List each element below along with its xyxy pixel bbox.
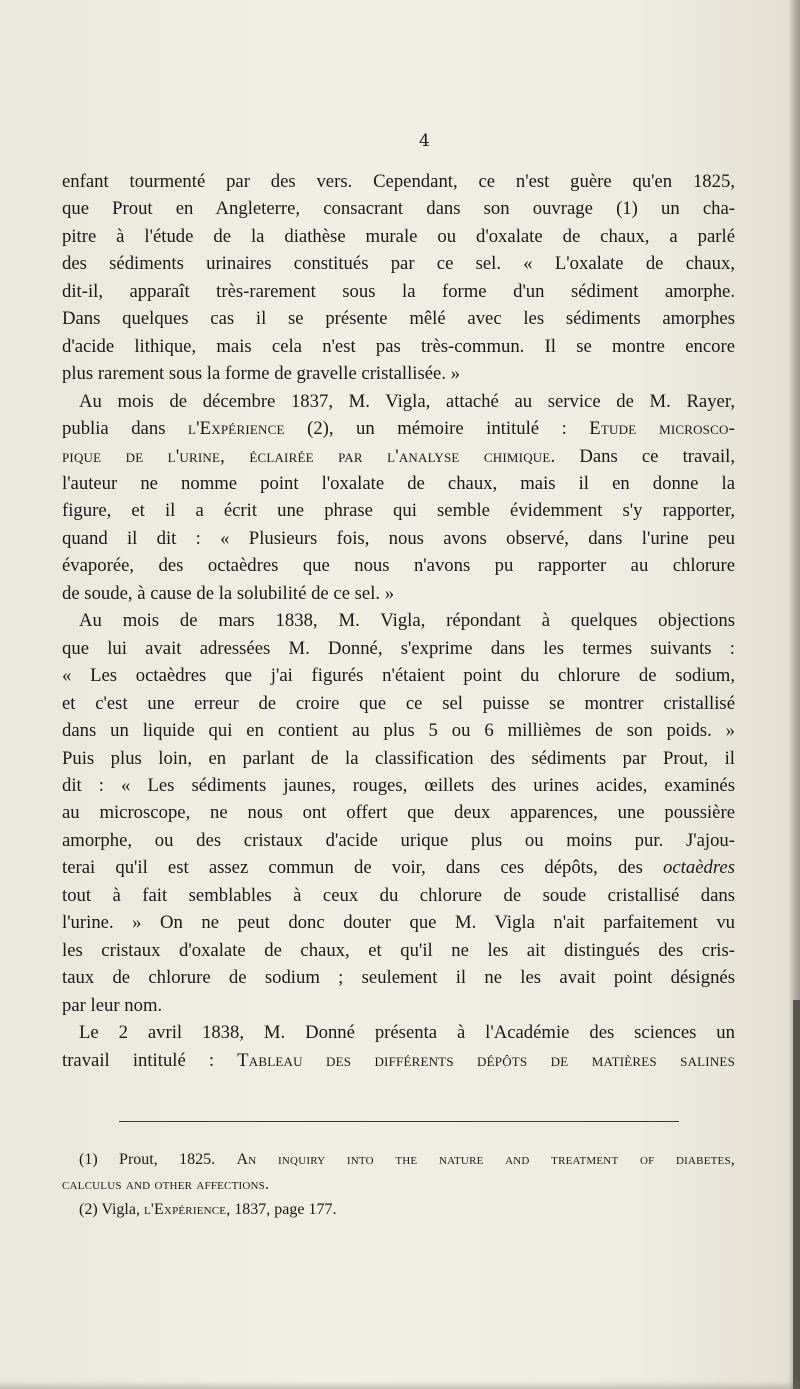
text-line	[62, 443, 735, 470]
text-line: Le 2 avril 1838, M. Donné présenta à l'Académie des sciences un	[79, 1022, 735, 1044]
paragraph-4	[62, 1019, 735, 1074]
text-line: les cristaux d'oxalate de chaux, et qu'il ne les ait distingués des cris-	[62, 939, 735, 961]
body-text	[62, 168, 735, 1074]
page-number: 4	[419, 131, 430, 151]
text-line: taux de chlorure de sodium ; seulement il ne les avait point désignés	[62, 967, 735, 989]
text-line: des sédiments urinaires constitués par ce sel. « L'oxalate de chaux,	[62, 253, 735, 275]
text-run: publia dans	[62, 418, 188, 440]
memoir-title: Etude microsco-	[589, 418, 735, 440]
text-line: Dans quelques cas il se présente mêlé avec les sédiments amorphes	[62, 308, 735, 330]
text-line: pitre à l'étude de la diathèse murale ou d'oxalate de chaux, a parlé	[62, 225, 735, 247]
text-line: Au mois de mars 1838, M. Vigla, répondant à quelques objections	[79, 610, 735, 632]
text-line: tout à fait semblables à ceux du chlorure de soude cristallisé dans	[62, 884, 735, 906]
emphasis-octaedres: octaèdres	[663, 857, 735, 879]
text-run: (2), un mémoire intitulé :	[284, 418, 590, 440]
paragraph-1	[62, 168, 735, 388]
paragraph-2	[62, 388, 735, 608]
text-line: quand il dit : « Plusieurs fois, nous avons observé, dans l'urine peu	[62, 527, 735, 549]
text-line: amorphe, ou des cristaux d'acide urique plus ou moins pur. J'ajou-	[62, 829, 735, 851]
footnote-1-continued: calculus and other affections.	[62, 1176, 270, 1193]
text-line: Puis plus loin, en parlant de la classification des sédiments par Prout, il	[62, 747, 735, 769]
text-line: par leur nom.	[62, 994, 163, 1016]
text-line: que lui avait adressées M. Donné, s'exprime dans les termes suivants :	[62, 637, 735, 659]
journal-title: l'Expérience	[187, 418, 285, 440]
footnote-text: (2) Vigla,	[79, 1201, 144, 1218]
text-line: que Prout en Angleterre, consacrant dans son ouvrage (1) un cha-	[62, 198, 735, 220]
footnote-text: , 1837, page 177.	[226, 1201, 337, 1218]
text-line: l'urine. » On ne peut donc douter que M. Vigla n'ait parfaitement vu	[62, 912, 735, 934]
text-line: de soude, à cause de la solubilité de ce sel. »	[62, 582, 395, 604]
work-title: Tableau des différents dépôts de matières salines	[237, 1049, 735, 1071]
footnote-1	[62, 1147, 735, 1172]
text-run: terai qu'il est assez commun de voir, dans ces dépôts, des	[62, 857, 664, 879]
text-line: dit-il, apparaît très-rarement sous la forme d'un sédiment amorphe.	[62, 280, 735, 302]
text-line: dit : « Les sédiments jaunes, rouges, œillets des urines acides, examinés	[62, 774, 735, 796]
page-bottom-shadow	[0, 1381, 800, 1389]
text-line: l'auteur ne nomme point l'oxalate de chaux, mais il en donne la	[62, 472, 735, 494]
text-line: figure, et il a écrit une phrase qui semble évidemment s'y rapporter,	[62, 500, 735, 522]
footnote-2	[62, 1197, 735, 1222]
text-line	[62, 854, 735, 881]
text-line: Au mois de décembre 1837, M. Vigla, attaché au service de M. Rayer,	[79, 390, 735, 412]
binding-shadow	[793, 1000, 800, 1389]
text-run: travail intitulé :	[62, 1049, 238, 1071]
book-title: An inquiry into the nature and treatment of diabetes,	[236, 1151, 735, 1168]
paragraph-3	[62, 607, 735, 1019]
footnote-text: (1) Prout, 1825.	[79, 1151, 237, 1168]
text-line: évaporée, des octaèdres que nous n'avons pu rapporter au chlorure	[62, 555, 735, 577]
text-line: d'acide lithique, mais cela n'est pas très-commun. Il se montre encore	[62, 335, 735, 357]
text-line: au microscope, ne nous ont offert que deux apparences, une poussière	[62, 802, 735, 824]
text-line	[62, 1047, 735, 1074]
text-line: « Les octaèdres que j'ai figurés n'étaient point du chlorure de sodium,	[62, 665, 735, 687]
journal-title: l'Expérience	[143, 1201, 227, 1218]
text-line: enfant tourmenté par des vers. Cependant, ce n'est guère qu'en 1825,	[62, 171, 735, 192]
text-line	[62, 415, 735, 442]
text-line: dans un liquide qui en contient au plus 5 ou 6 millièmes de son poids. »	[62, 720, 735, 742]
footnotes	[62, 1147, 735, 1222]
footnote-rule	[119, 1121, 679, 1122]
text-line: et c'est une erreur de croire que ce sel puisse se montrer cristallisé	[62, 692, 735, 714]
text-line: plus rarement sous la forme de gravelle cristallisée. »	[62, 363, 461, 385]
memoir-title: pique de l'urine, éclairée par l'analyse chimique	[62, 445, 551, 467]
text-run: . Dans ce travail,	[550, 445, 735, 467]
